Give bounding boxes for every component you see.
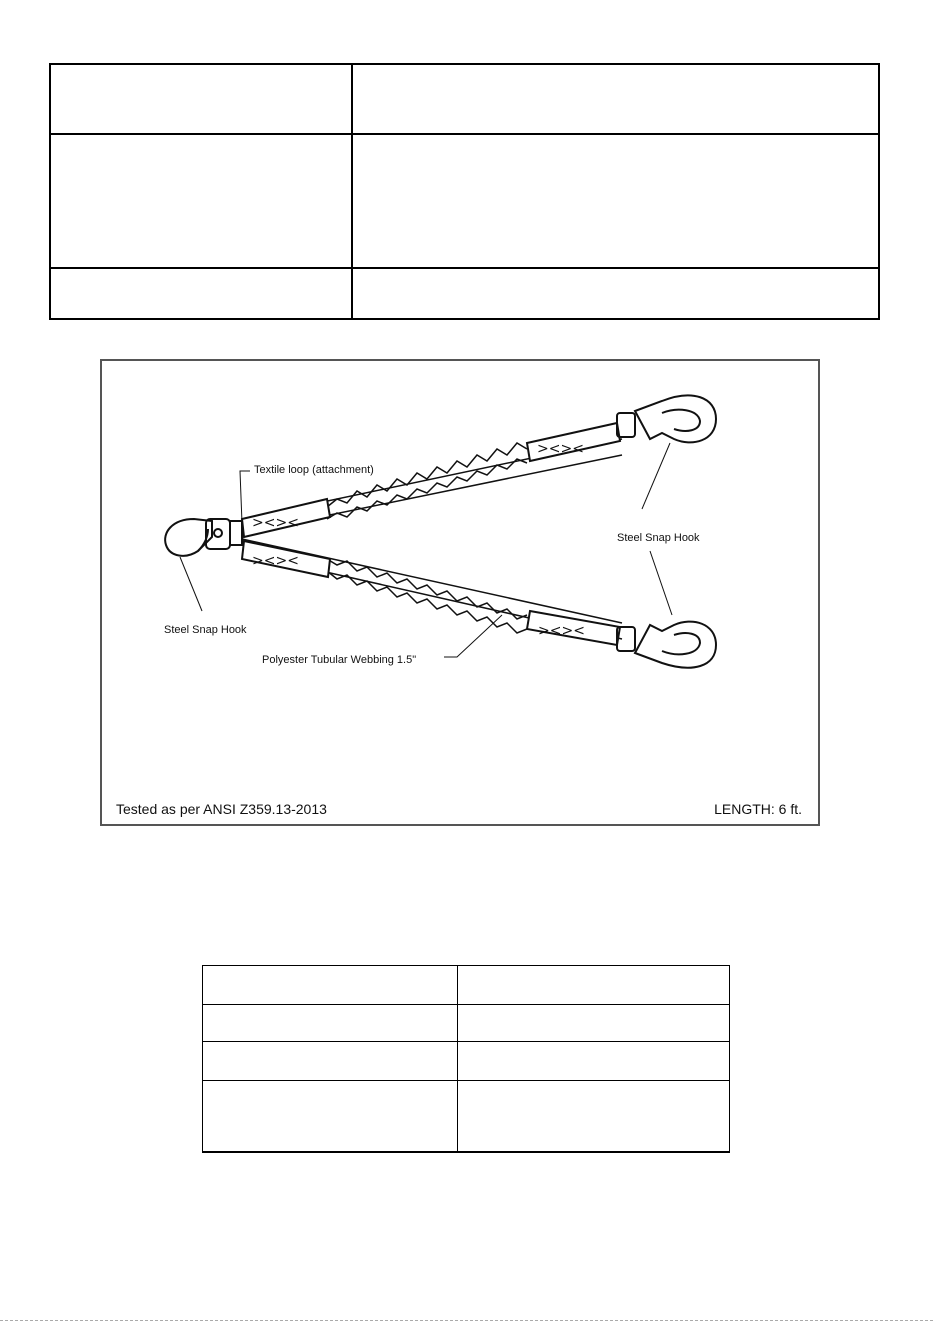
label-steel-snap-hook-left: Steel Snap Hook	[164, 624, 247, 636]
svg-text:><><: ><><	[538, 623, 585, 639]
table-row-divider	[51, 133, 878, 135]
footer-length: LENGTH: 6 ft.	[714, 801, 802, 817]
label-steel-snap-hook-right: Steel Snap Hook	[617, 532, 700, 544]
left-snap-hook-icon	[165, 519, 242, 556]
label-webbing: Polyester Tubular Webbing 1.5"	[262, 654, 417, 666]
svg-text:><><: ><><	[537, 441, 584, 457]
upper-right-shock-pack	[527, 423, 620, 461]
table-row-divider	[51, 267, 878, 269]
upper-right-snap-hook-icon	[617, 395, 716, 442]
table-column-divider	[351, 65, 353, 318]
lower-right-shock-pack	[527, 611, 620, 645]
table-row-divider	[203, 1080, 729, 1081]
top-spec-table	[49, 63, 880, 320]
footer-standard: Tested as per ANSI Z359.13-2013	[116, 801, 327, 817]
svg-text:><><: ><><	[252, 515, 299, 531]
table-row-divider	[203, 1004, 729, 1005]
lower-left-shock-pack	[242, 541, 330, 577]
table-column-divider	[457, 966, 458, 1151]
upper-left-shock-pack	[242, 499, 330, 537]
page-bottom-rule	[0, 1320, 933, 1322]
bottom-spec-table	[202, 965, 730, 1153]
lower-right-snap-hook-icon	[617, 622, 716, 668]
lanyard-illustration	[102, 361, 818, 824]
lanyard-diagram	[100, 359, 820, 826]
svg-text:><><: ><><	[252, 553, 299, 569]
label-textile-loop: Textile loop (attachment)	[254, 464, 374, 476]
table-row-divider	[203, 1041, 729, 1042]
